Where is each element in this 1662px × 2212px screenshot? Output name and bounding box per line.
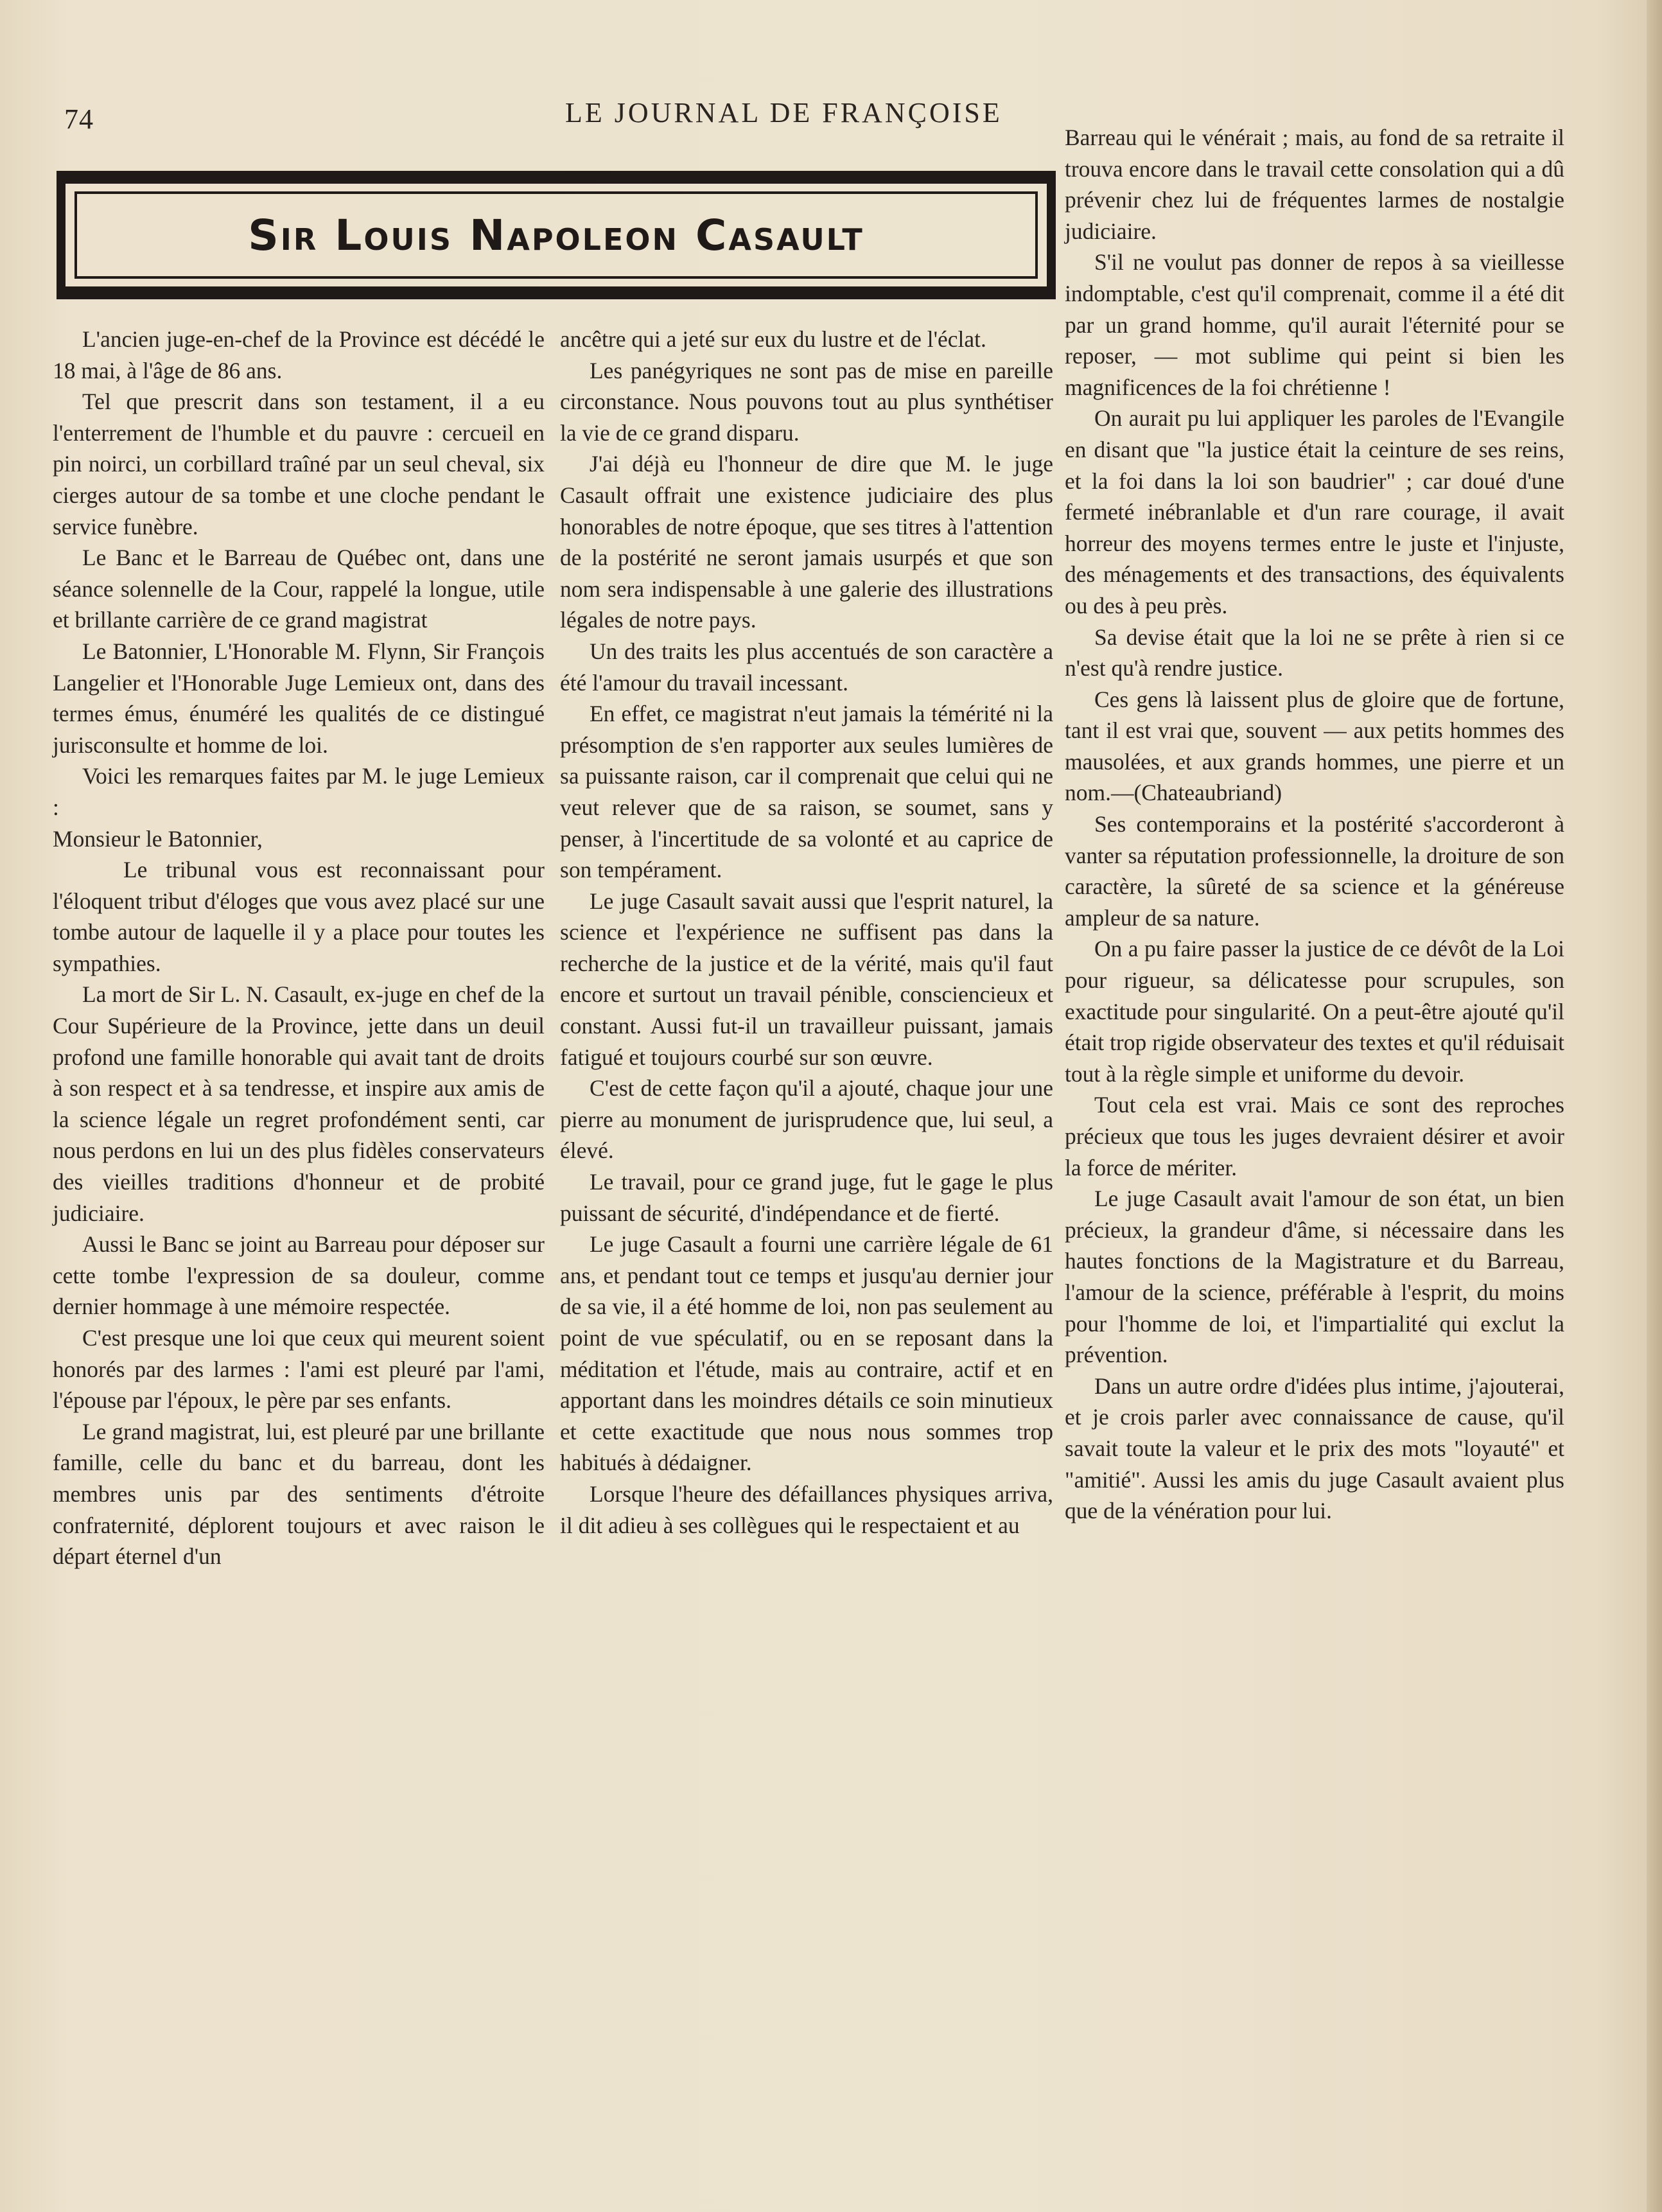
paragraph: J'ai déjà eu l'honneur de dire que M. le juge Casault offrait une existence judiciaire des plus honorables de notre époque, que ses titres à l'attention de la postérité ne seront jamais usurpés et que son nom sera indispensable à une galerie des illustrations légales de notre pays. xyxy=(560,451,1053,633)
paragraph: Ces gens là laissent plus de gloire que de fortune, tant il est vrai que, souvent — aux petits hommes des mausolées, et aux grands hommes, une pierre et un nom.—(Chateaubriand) xyxy=(1065,686,1564,806)
paragraph: Le Batonnier, L'Honorable M. Flynn, Sir François Langelier et l'Honorable Juge Lemieux ont, dans des termes émus, énuméré les qualités de ce distingué jurisconsulte et homme de loi. xyxy=(53,638,545,758)
paragraph: Le juge Casault avait l'amour de son état, un bien précieux, la grandeur d'âme, si nécessaire dans les hautes fonctions de la Magistrature et du Barreau, l'amour de la science, préférable à l'esprit, du moins pour l'homme de loi, et l'impartialité qui exclut la prévention. xyxy=(1065,1186,1564,1368)
title-frame xyxy=(57,171,1056,299)
paragraph: L'ancien juge-en-chef de la Province est décédé le 18 mai, à l'âge de 86 ans. xyxy=(53,326,545,383)
paragraph: En effet, ce magistrat n'eut jamais la témérité ni la présomption de s'en rapporter aux seules lumières de sa puissante raison, car il comprenait que celui qui ne veut relever que de sa raison, se soumet, sans y penser, à l'incertitude de sa volonté et au caprice de son tempérament. xyxy=(560,701,1053,883)
column-3 xyxy=(1065,122,1564,1527)
paragraph: Le grand magistrat, lui, est pleuré par une brillante famille, celle du banc et du barreau, dont les membres unis par des sentiments d'étroite confraternité, déplorent toujours et avec raison le départ éternel d'un xyxy=(53,1418,545,1570)
paragraph: Aussi le Banc se joint au Barreau pour déposer sur cette tombe l'expression de sa douleur, comme dernier hommage à une mémoire respectée. xyxy=(53,1231,545,1320)
paragraph: Tout cela est vrai. Mais ce sont des reproches précieux que tous les juges devraient désirer et avoir la force de mériter. xyxy=(1065,1092,1564,1181)
paragraph: Le travail, pour ce grand juge, fut le gage le plus puissant de sécurité, d'indépendance et de fierté. xyxy=(560,1169,1053,1226)
paragraph: On a pu faire passer la justice de ce dévôt de la Loi pour rigueur, sa délicatesse pour scrupules, son exactitude pour singularité. On a peut-être ajouté qu'il était trop rigide observateur des textes et qu'il réduisait tout à la règle simple et uniforme du devoir. xyxy=(1065,936,1564,1087)
paragraph: Tel que prescrit dans son testament, il a eu l'enterrement de l'humble et du pauvre : cercueil en pin noirci, un corbillard traîné par un seul cheval, six cierges autour de sa tombe et une cloche pendant le service funèbre. xyxy=(53,389,545,540)
paragraph: La mort de Sir L. N. Casault, ex-juge en chef de la Cour Supérieure de la Province, jette dans un deuil profond une famille honorable qui avait tant de droits à son respect et à sa tendresse, et inspire aux amis de la science légale un regret profondément senti, car nous perdons en lui un des plus fidèles conservateurs des vieilles traditions d'honneur et de probité judiciaire. xyxy=(53,981,545,1226)
page-number: 74 xyxy=(64,103,94,135)
paragraph: Un des traits les plus accentués de son caractère a été l'amour du travail incessant. xyxy=(560,638,1053,696)
paragraph: C'est de cette façon qu'il a ajouté, chaque jour une pierre au monument de jurisprudence que, lui seul, a élevé. xyxy=(560,1075,1053,1164)
paragraph: C'est presque une loi que ceux qui meurent soient honorés par des larmes : l'ami est pleuré par l'ami, l'épouse par l'époux, le père par ses enfants. xyxy=(53,1325,545,1414)
running-head: LE JOURNAL DE FRANÇOISE xyxy=(565,97,1002,128)
paragraph: Lorsque l'heure des défaillances physiques arriva, il dit adieu à ses collègues qui le respectaient et au xyxy=(560,1480,1053,1538)
paragraph: Le juge Casault savait aussi que l'esprit naturel, la science et l'expérience ne suffisent pas dans la recherche de la justice et de la vérité, mais qu'il faut encore et surtout un travail pénible, consciencieux et constant. Aussi fut-il un travailleur puissant, jamais fatigué et toujours courbé sur son œuvre. xyxy=(560,888,1053,1070)
paragraph: Les panégyriques ne sont pas de mise en pareille circonstance. Nous pouvons tout au plus synthétiser la vie de ce grand disparu. xyxy=(560,357,1053,446)
salutation: Monsieur le Batonnier, xyxy=(53,825,263,852)
paragraph: On aurait pu lui appliquer les paroles de l'Evangile en disant que "la justice était la ceinture de ses reins, et la foi dans la loi son baudrier" ; car doué d'une fermeté inébranlable et d'un rare courage, il avait horreur des moyens termes entre le juste et l'injuste, des ménagements et des transactions, des équivalents ou des à peu près. xyxy=(1065,405,1564,619)
paragraph: Sa devise était que la loi ne se prête à rien si ce n'est qu'à rendre justice. xyxy=(1065,624,1564,681)
paragraph: Le Banc et le Barreau de Québec ont, dans une séance solennelle de la Cour, rappelé la longue, utile et brillante carrière de ce grand magistrat xyxy=(53,545,545,633)
column-1 xyxy=(53,324,545,1572)
paragraph: Le tribunal vous est reconnaissant pour l'éloquent tribut d'éloges que vous avez placé sur une tombe autour de laquelle il y a place pour toutes les sympathies. xyxy=(53,857,545,976)
paragraph: Ses contemporains et la postérité s'accorderont à vanter sa réputation professionnelle, la droiture de son caractère, la sûreté de sa science et la généreuse ampleur de sa nature. xyxy=(1065,811,1564,931)
page-edge xyxy=(1647,0,1662,2212)
paragraph-continued: Barreau qui le vénérait ; mais, au fond de sa retraite il trouva encore dans le travail cette consolation qui a dû prévenir chez lui de fréquentes larmes de nostalgie judiciaire. xyxy=(1065,125,1564,244)
paragraph: Le juge Casault a fourni une carrière légale de 61 ans, et pendant tout ce temps et jusqu'au dernier jour de sa vie, il a été homme de loi, non pas seulement au point de vue spéculatif, ou en se reposant dans la méditation et l'étude, mais au contraire, actif et en apportant dans les moindres détails ce soin minutieux et cette exactitude que nous nous sommes trop habitués à dédaigner. xyxy=(560,1231,1053,1476)
paragraph: S'il ne voulut pas donner de repos à sa vieillesse indomptable, c'est qu'il comprenait, comme il a été dit par un grand homme, qu'il aurait l'éternité pour se reposer, — mot sublime qui peint si bien les magnificences de la foi chrétienne ! xyxy=(1065,249,1564,400)
title-inner-frame xyxy=(74,191,1038,279)
paragraph-continued: ancêtre qui a jeté sur eux du lustre et de l'éclat. xyxy=(560,326,986,352)
paragraph: Voici les remarques faites par M. le juge Lemieux : xyxy=(53,763,545,820)
paragraph: Dans un autre ordre d'idées plus intime, j'ajouterai, et je crois parler avec connaissance de cause, qu'il savait toute la valeur et le prix des mots "loyauté" et "amitié". Aussi les amis du juge Casault avaient plus que de la vénération pour lui. xyxy=(1065,1373,1564,1524)
article-title: Sir Louis Napoleon Casault xyxy=(248,210,864,260)
column-2 xyxy=(560,324,1053,1541)
